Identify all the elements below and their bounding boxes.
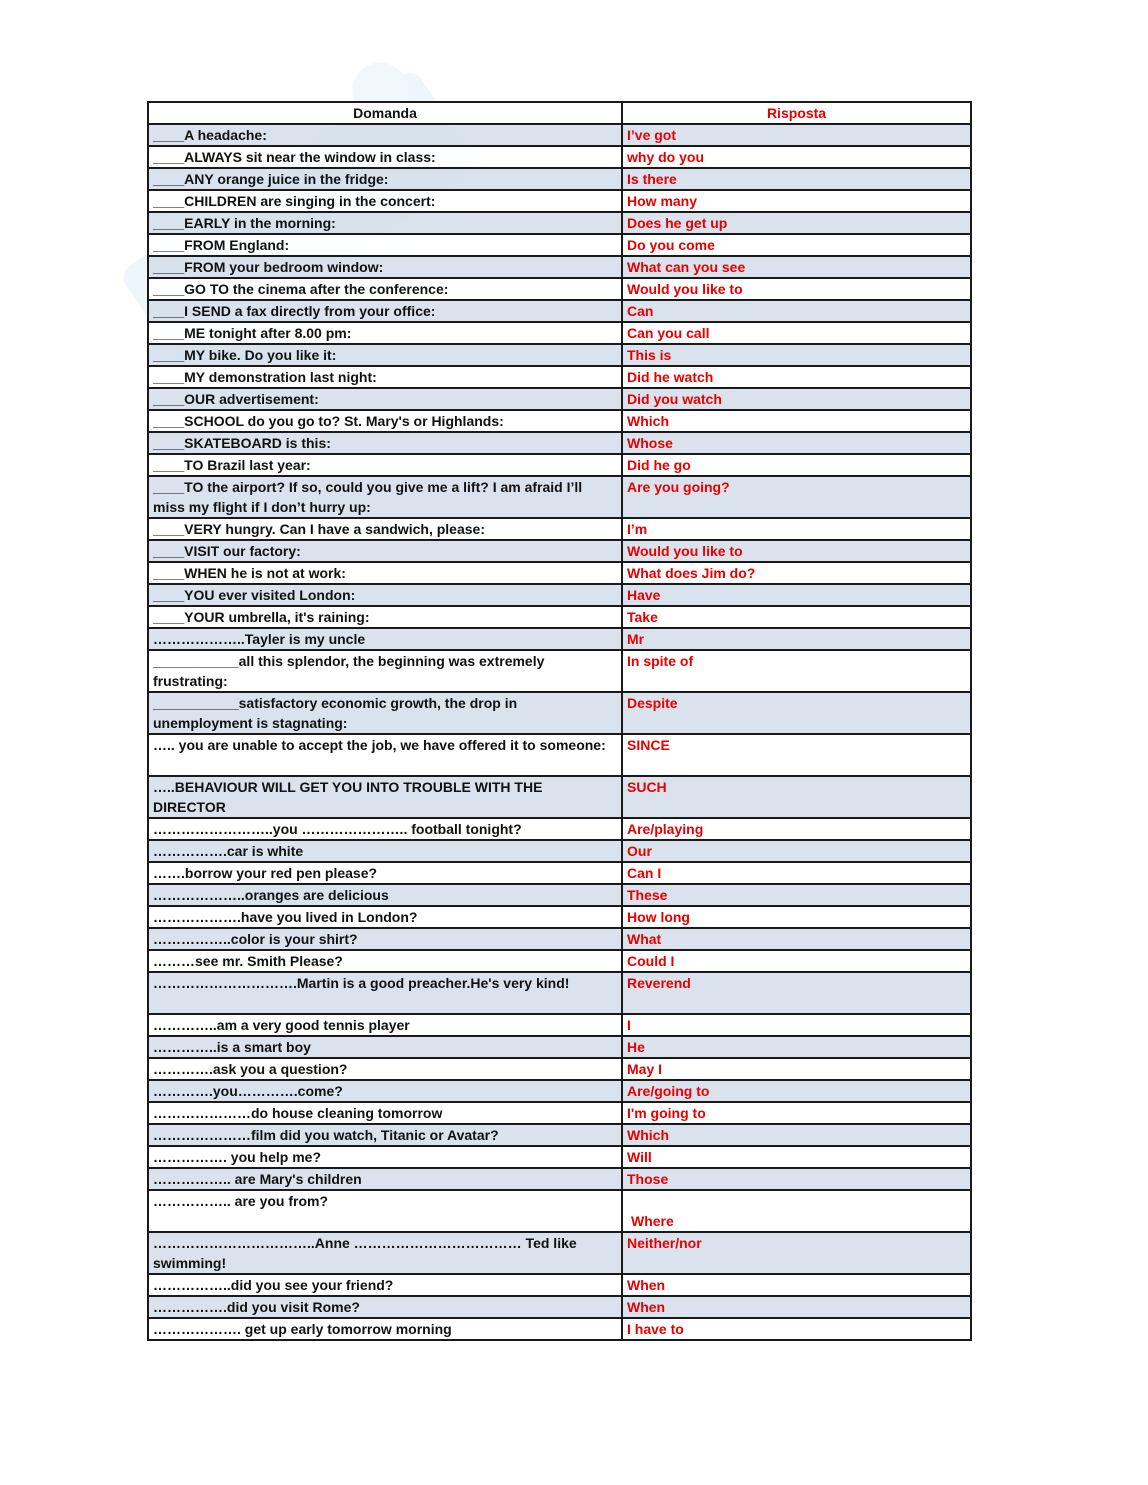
answer-cell: Would you like to <box>622 278 971 300</box>
question-cell: ____VISIT our factory: <box>148 540 622 562</box>
question-cell: ____MY bike. Do you like it: <box>148 344 622 366</box>
answer-cell: Which <box>622 410 971 432</box>
table-body <box>148 124 971 1340</box>
question-cell: ____YOU ever visited London: <box>148 584 622 606</box>
question-cell: ……………………………..Anne ……………………………… Ted like swimming! <box>148 1232 622 1274</box>
answer-cell: Will <box>622 1146 971 1168</box>
question-cell: ……………………..you ………………….. football tonight? <box>148 818 622 840</box>
table-row <box>148 884 971 906</box>
answer-cell: Our <box>622 840 971 862</box>
header-answer: Risposta <box>622 102 971 124</box>
table-row <box>148 256 971 278</box>
table-row <box>148 366 971 388</box>
answer-cell: When <box>622 1274 971 1296</box>
question-cell: ____ANY orange juice in the fridge: <box>148 168 622 190</box>
table-row <box>148 650 971 692</box>
answer-cell: Can <box>622 300 971 322</box>
question-cell: ____ALWAYS sit near the window in class: <box>148 146 622 168</box>
table-row <box>148 562 971 584</box>
table-row <box>148 476 971 518</box>
question-cell: ___________all this splendor, the beginning was extremely frustrating: <box>148 650 622 692</box>
answer-cell: Are/playing <box>622 818 971 840</box>
question-cell: ____YOUR umbrella, it's raining: <box>148 606 622 628</box>
question-cell: ……………..color is your shirt? <box>148 928 622 950</box>
answer-cell: Neither/nor <box>622 1232 971 1274</box>
table-row <box>148 454 971 476</box>
table-row <box>148 212 971 234</box>
question-cell: …………….. are Mary's children <box>148 1168 622 1190</box>
question-cell: ………………..oranges are delicious <box>148 884 622 906</box>
question-cell: ____CHILDREN are singing in the concert: <box>148 190 622 212</box>
table-row <box>148 840 971 862</box>
table-row <box>148 540 971 562</box>
table-row <box>148 584 971 606</box>
answer-cell: These <box>622 884 971 906</box>
answer-cell: I’m <box>622 518 971 540</box>
table-row <box>148 300 971 322</box>
answer-cell: In spite of <box>622 650 971 692</box>
table-row <box>148 1168 971 1190</box>
qa-table <box>147 101 972 1341</box>
question-cell: …………….car is white <box>148 840 622 862</box>
answer-cell: Are you going? <box>622 476 971 518</box>
question-cell: ____VERY hungry. Can I have a sandwich, please: <box>148 518 622 540</box>
question-cell: ………see mr. Smith Please? <box>148 950 622 972</box>
question-cell: ___________satisfactory economic growth, the drop in unemployment is stagnating: <box>148 692 622 734</box>
answer-cell: Where <box>622 1190 971 1232</box>
header-question: Domanda <box>148 102 622 124</box>
question-cell: ____ME tonight after 8.00 pm: <box>148 322 622 344</box>
answer-cell: I’ve got <box>622 124 971 146</box>
table-row <box>148 1146 971 1168</box>
answer-cell: Did you watch <box>622 388 971 410</box>
question-cell: ____FROM your bedroom window: <box>148 256 622 278</box>
table-row <box>148 906 971 928</box>
answer-cell: I <box>622 1014 971 1036</box>
table-row <box>148 818 971 840</box>
table-row <box>148 1232 971 1274</box>
table-row <box>148 1296 971 1318</box>
answer-cell: How long <box>622 906 971 928</box>
table-row <box>148 1190 971 1232</box>
answer-cell: What <box>622 928 971 950</box>
question-cell: ……………. you help me? <box>148 1146 622 1168</box>
table-row <box>148 190 971 212</box>
answer-cell: Despite <box>622 692 971 734</box>
question-cell: ____I SEND a fax directly from your office: <box>148 300 622 322</box>
table-row <box>148 124 971 146</box>
answer-cell: Does he get up <box>622 212 971 234</box>
answer-cell: Is there <box>622 168 971 190</box>
question-cell: …..BEHAVIOUR WILL GET YOU INTO TROUBLE WITH THE DIRECTOR <box>148 776 622 818</box>
answer-cell: Are/going to <box>622 1080 971 1102</box>
question-cell: ____SKATEBOARD is this: <box>148 432 622 454</box>
table-row <box>148 972 971 1014</box>
table-row <box>148 1058 971 1080</box>
question-cell: ……………….have you lived in London? <box>148 906 622 928</box>
table-row <box>148 628 971 650</box>
question-cell: …………………film did you watch, Titanic or Avatar? <box>148 1124 622 1146</box>
question-cell: ____FROM England: <box>148 234 622 256</box>
question-cell: …………..is a smart boy <box>148 1036 622 1058</box>
answer-cell: What does Jim do? <box>622 562 971 584</box>
question-cell: ………………………….Martin is a good preacher.He's very kind! <box>148 972 622 1014</box>
table-row <box>148 322 971 344</box>
answer-cell: Could I <box>622 950 971 972</box>
answer-cell: Which <box>622 1124 971 1146</box>
answer-cell: How many <box>622 190 971 212</box>
table-row <box>148 410 971 432</box>
table-row <box>148 734 971 776</box>
answer-cell: Take <box>622 606 971 628</box>
answer-cell: I'm going to <box>622 1102 971 1124</box>
table-row <box>148 168 971 190</box>
table-row <box>148 862 971 884</box>
table-row <box>148 344 971 366</box>
answer-cell: SINCE <box>622 734 971 776</box>
table-row <box>148 432 971 454</box>
table-row <box>148 278 971 300</box>
table-row <box>148 146 971 168</box>
question-cell: ____A headache: <box>148 124 622 146</box>
question-cell: ….. you are unable to accept the job, we have offered it to someone: <box>148 734 622 776</box>
answer-cell: Reverend <box>622 972 971 1014</box>
table-header-row <box>148 102 971 124</box>
table-row <box>148 518 971 540</box>
table-row <box>148 950 971 972</box>
question-cell: ____WHEN he is not at work: <box>148 562 622 584</box>
table-row <box>148 606 971 628</box>
answer-cell: What can you see <box>622 256 971 278</box>
answer-cell: SUCH <box>622 776 971 818</box>
table-row <box>148 1014 971 1036</box>
question-cell: …………..am a very good tennis player <box>148 1014 622 1036</box>
question-cell: ……………..did you see your friend? <box>148 1274 622 1296</box>
question-cell: …………….did you visit Rome? <box>148 1296 622 1318</box>
table-row <box>148 1124 971 1146</box>
question-cell: ____SCHOOL do you go to? St. Mary's or Highlands: <box>148 410 622 432</box>
question-cell: ____MY demonstration last night: <box>148 366 622 388</box>
question-cell: ………………. get up early tomorrow morning <box>148 1318 622 1340</box>
answer-cell: Mr <box>622 628 971 650</box>
answer-cell: May I <box>622 1058 971 1080</box>
question-cell: ____EARLY in the morning: <box>148 212 622 234</box>
question-cell: ____OUR advertisement: <box>148 388 622 410</box>
table-row <box>148 776 971 818</box>
answer-cell: Do you come <box>622 234 971 256</box>
question-cell: …….borrow your red pen please? <box>148 862 622 884</box>
answer-cell: why do you <box>622 146 971 168</box>
answer-cell: Would you like to <box>622 540 971 562</box>
question-cell: ………………..Tayler is my uncle <box>148 628 622 650</box>
question-cell: ____GO TO the cinema after the conference: <box>148 278 622 300</box>
answer-cell: Whose <box>622 432 971 454</box>
answer-cell: Those <box>622 1168 971 1190</box>
answer-cell: Can you call <box>622 322 971 344</box>
question-cell: ____TO Brazil last year: <box>148 454 622 476</box>
table-row <box>148 1036 971 1058</box>
question-cell: ………….ask you a question? <box>148 1058 622 1080</box>
question-cell: ………….you………….come? <box>148 1080 622 1102</box>
table-row <box>148 928 971 950</box>
answer-cell: Have <box>622 584 971 606</box>
answer-cell: Can I <box>622 862 971 884</box>
question-cell: ____TO the airport? If so, could you give me a lift? I am afraid I’ll miss my flight if I don’t hurry up: <box>148 476 622 518</box>
table-row <box>148 1080 971 1102</box>
answer-cell: Did he go <box>622 454 971 476</box>
table-row <box>148 1102 971 1124</box>
answer-cell: This is <box>622 344 971 366</box>
table-row <box>148 388 971 410</box>
answer-cell: I have to <box>622 1318 971 1340</box>
table-row <box>148 1274 971 1296</box>
answer-cell: He <box>622 1036 971 1058</box>
table-row <box>148 1318 971 1340</box>
answer-cell: Did he watch <box>622 366 971 388</box>
question-cell: …………………do house cleaning tomorrow <box>148 1102 622 1124</box>
table-row <box>148 692 971 734</box>
table-row <box>148 234 971 256</box>
answer-cell: When <box>622 1296 971 1318</box>
question-cell: …………….. are you from? <box>148 1190 622 1232</box>
